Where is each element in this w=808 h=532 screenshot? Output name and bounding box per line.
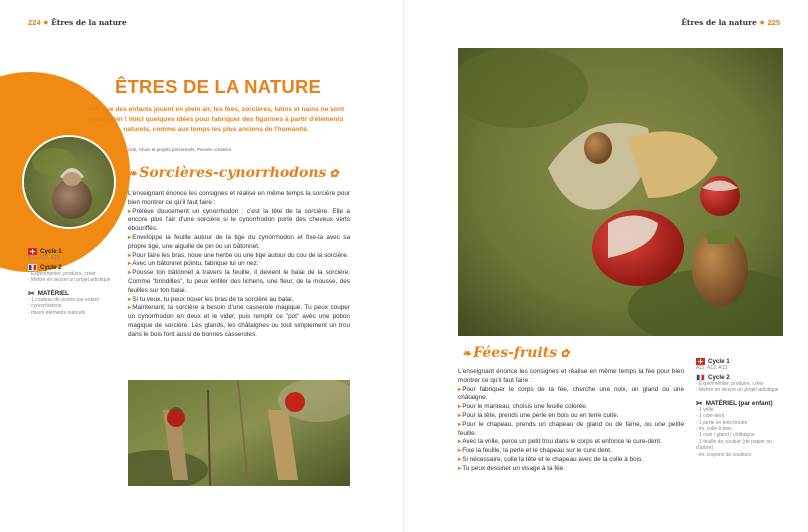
text-span: Enveloppe la feuille autour de la tige du cynorrhodon et fixe-la avec sa propre tige, une aiguille de pin ou un bâtonnet. xyxy=(128,233,350,250)
text-span: Pour le chapeau, prends un chapeau de gland ou de faîne, ou une petite feuille. xyxy=(458,420,684,437)
text-span: Cycle 1 xyxy=(708,358,730,365)
text-span: Fées-fruits xyxy=(473,345,558,361)
text-span: Sorcières-cynorrhodons xyxy=(139,165,327,181)
cycle2-item: - Expérimenter, produire, créer xyxy=(696,380,764,387)
diamond-icon: ◆ xyxy=(759,20,765,26)
arrow-bullet-icon: ▸ xyxy=(128,304,132,312)
step-item xyxy=(458,386,684,404)
arrow-bullet-icon: ▸ xyxy=(458,447,462,455)
step-item xyxy=(458,456,684,465)
text-span: Avec un bâtonnet pointu, fabrique lui un nez. xyxy=(132,260,259,268)
page-number: 225 xyxy=(767,18,780,27)
cycle1-label xyxy=(28,248,118,255)
page-title: ÊTRES DE LA NATURE xyxy=(115,76,322,97)
materiel-item: - 1 perle en bois trouée xyxy=(696,419,748,426)
materiel-item: - divers éléments naturels xyxy=(28,309,86,316)
diamond-icon: ◆ xyxy=(43,20,49,26)
swirl-icon: ✿ xyxy=(560,347,570,360)
arrow-bullet-icon: ▸ xyxy=(458,411,462,419)
step-item xyxy=(128,304,350,339)
cycle2-label xyxy=(696,374,786,381)
step-item xyxy=(458,421,684,439)
intro-line: L'enseignant énonce les consignes et réalise en même temps la sorcière pour bien montrer ce qu'il faut faire : xyxy=(128,190,350,206)
text-span: Pour faire les bras, noue une herbe ou une tige autour du cou de la sorcière. xyxy=(132,251,349,259)
sidebar-right xyxy=(696,356,786,458)
section-title-fees xyxy=(462,345,571,361)
scissors-icon: ✂ xyxy=(696,398,703,408)
text-span: Prélève doucement un cynorrhodon : c'est la tête de la sorcière. Elle a encore plus l'air d'une sorcière si le cynorrhodon porte des cheveux verts ébouriffés. xyxy=(128,207,350,233)
cycle2-item: - Mettre en œuvre un projet artistique xyxy=(28,277,111,284)
fairy-nut-photo xyxy=(22,135,116,229)
cycle2-label xyxy=(28,264,118,271)
sorcieres-instructions xyxy=(128,190,350,340)
arrow-bullet-icon: ▸ xyxy=(458,464,462,472)
step-item xyxy=(128,269,350,295)
running-title: Êtres de la nature xyxy=(51,18,127,27)
cycle2-item: - Mettre en œuvre un projet artistique xyxy=(696,387,779,394)
credit-line: Arts, Choix et projets personnels, Pensée créatrice xyxy=(128,147,232,152)
cycle1-codes: A11, A12, A13 xyxy=(696,365,728,372)
arrow-bullet-icon: ▸ xyxy=(128,269,132,277)
step-item xyxy=(128,260,350,269)
fees-instructions xyxy=(458,368,684,474)
french-flag-icon xyxy=(28,264,37,271)
arrow-bullet-icon: ▸ xyxy=(458,438,462,446)
text-span: Cycle 2 xyxy=(708,373,730,381)
text-span: Pour la tête, prends une perle en bois ou en terre cuite. xyxy=(462,411,619,419)
intro-line: L'enseignant énonce les consignes et réalise en même temps la fée pour bien montrer ce qu'il faut faire : xyxy=(458,368,684,384)
swiss-flag-icon xyxy=(28,248,37,255)
sidebar-left xyxy=(28,246,118,316)
right-page xyxy=(404,0,808,532)
text-span: Cycle 1 xyxy=(40,248,62,255)
text-span: MATÉRIEL xyxy=(37,289,69,297)
step-item xyxy=(458,447,684,456)
step-item xyxy=(458,403,684,412)
arrow-bullet-icon: ▸ xyxy=(128,207,132,215)
rosehip-witches-photo xyxy=(128,380,350,486)
step-item xyxy=(128,252,350,261)
text-span: Pousse ton bâtonnet à travers la feuille, il devient le balai de la sorcière. Comme "brindilles", tu peux enfiler des lichens, une fleur, de la mousse, des feuilles sur ton balai. xyxy=(128,269,350,294)
text-span: Fixe la feuille, la perle et le chapeau sur le cure dent. xyxy=(462,447,612,455)
step-item xyxy=(458,438,684,447)
page-number: 224 xyxy=(28,18,41,27)
arrow-bullet-icon: ▸ xyxy=(128,295,132,303)
arrow-bullet-icon: ▸ xyxy=(458,455,462,463)
materiel-item: - év. crayons de couleurs xyxy=(696,451,752,458)
swirl-icon: ✿ xyxy=(329,167,339,180)
arrow-bullet-icon: ▸ xyxy=(128,251,132,259)
swirl-icon: ❧ xyxy=(462,347,472,360)
running-header-left xyxy=(28,18,127,27)
arrow-bullet-icon: ▸ xyxy=(128,233,132,241)
text-span: Avec la vrille, perce un petit trou dans le corps et enfonce le cure-dent. xyxy=(462,438,662,446)
step-item xyxy=(458,465,684,474)
materiel-label xyxy=(696,400,786,407)
running-header-right xyxy=(681,18,780,27)
materiel-item: - év. colle à bois xyxy=(696,426,732,433)
intro-text: Dès que des enfants jouent en plein air, les fées, sorcières, lutins et nains ne sont jamais loin ! Voici quelques idées pour fabriquer des figurines à partir d'éléments naturels, comme aux temps les plus anciens de l'humanité. xyxy=(87,106,345,133)
step-item xyxy=(128,296,350,305)
text-span: Pour le manteau, choisis une feuille colorée. xyxy=(462,403,588,411)
materiel-item: - cynorrhodons xyxy=(28,303,62,310)
materiel-item: - 1 noix / gland / châtaigne xyxy=(696,432,755,439)
text-span: MATÉRIEL (par enfant) xyxy=(705,399,773,407)
text-span: Tu peux dessiner un visage à ta fée. xyxy=(462,464,566,472)
cycle1-codes: A11, A12, A13 xyxy=(28,255,60,262)
materiel-item: - 1 vrille xyxy=(696,406,714,413)
text-span: Si nécessaire, colle la tête et le chapeau avec de la colle à bois. xyxy=(462,455,644,463)
section-title-sorcieres xyxy=(128,165,341,181)
swirl-icon: ❧ xyxy=(128,167,138,180)
arrow-bullet-icon: ▸ xyxy=(458,420,462,428)
materiel-item: - 1 feuille de couleur (de papier ou d'arbre) xyxy=(696,438,772,452)
scissors-icon: ✂ xyxy=(28,288,35,298)
cycle2-item: - Expérimenter, produire, créer xyxy=(28,270,96,277)
running-title: Êtres de la nature xyxy=(681,18,757,27)
text-span: Pour fabriquer le corps de ta fée, cherche une noix, un gland ou une châtaigne. xyxy=(458,385,684,402)
step-item xyxy=(128,234,350,252)
materiel-label xyxy=(28,290,118,297)
materiel-item: - 1 couteau de poche par enfant xyxy=(28,296,99,303)
text-span: Cycle 2 xyxy=(40,263,62,271)
step-item xyxy=(128,208,350,234)
text-span: Si tu veux, tu peux nouer les bras de ta sorcière au balai. xyxy=(132,295,294,303)
materiel-item: - 1 cure-dent xyxy=(696,413,725,420)
step-item xyxy=(458,412,684,421)
text-span: Maintenant, la sorcière a besoin d'une casserole magique. Tu peux couper un cynorrhodon en deux et le vider, puis remplir ce "pot" avec une potion magique de sorcière. Les glands, les châtaignes ou tout simplement un trou dans le bois font aussi de bonnes casseroles. xyxy=(128,304,350,338)
french-flag-icon xyxy=(696,374,705,381)
arrow-bullet-icon: ▸ xyxy=(458,403,462,411)
cycle1-label xyxy=(696,358,786,365)
arrow-bullet-icon: ▸ xyxy=(458,385,462,393)
arrow-bullet-icon: ▸ xyxy=(128,260,132,268)
fruit-fairies-photo xyxy=(458,48,783,336)
swiss-flag-icon xyxy=(696,358,705,365)
